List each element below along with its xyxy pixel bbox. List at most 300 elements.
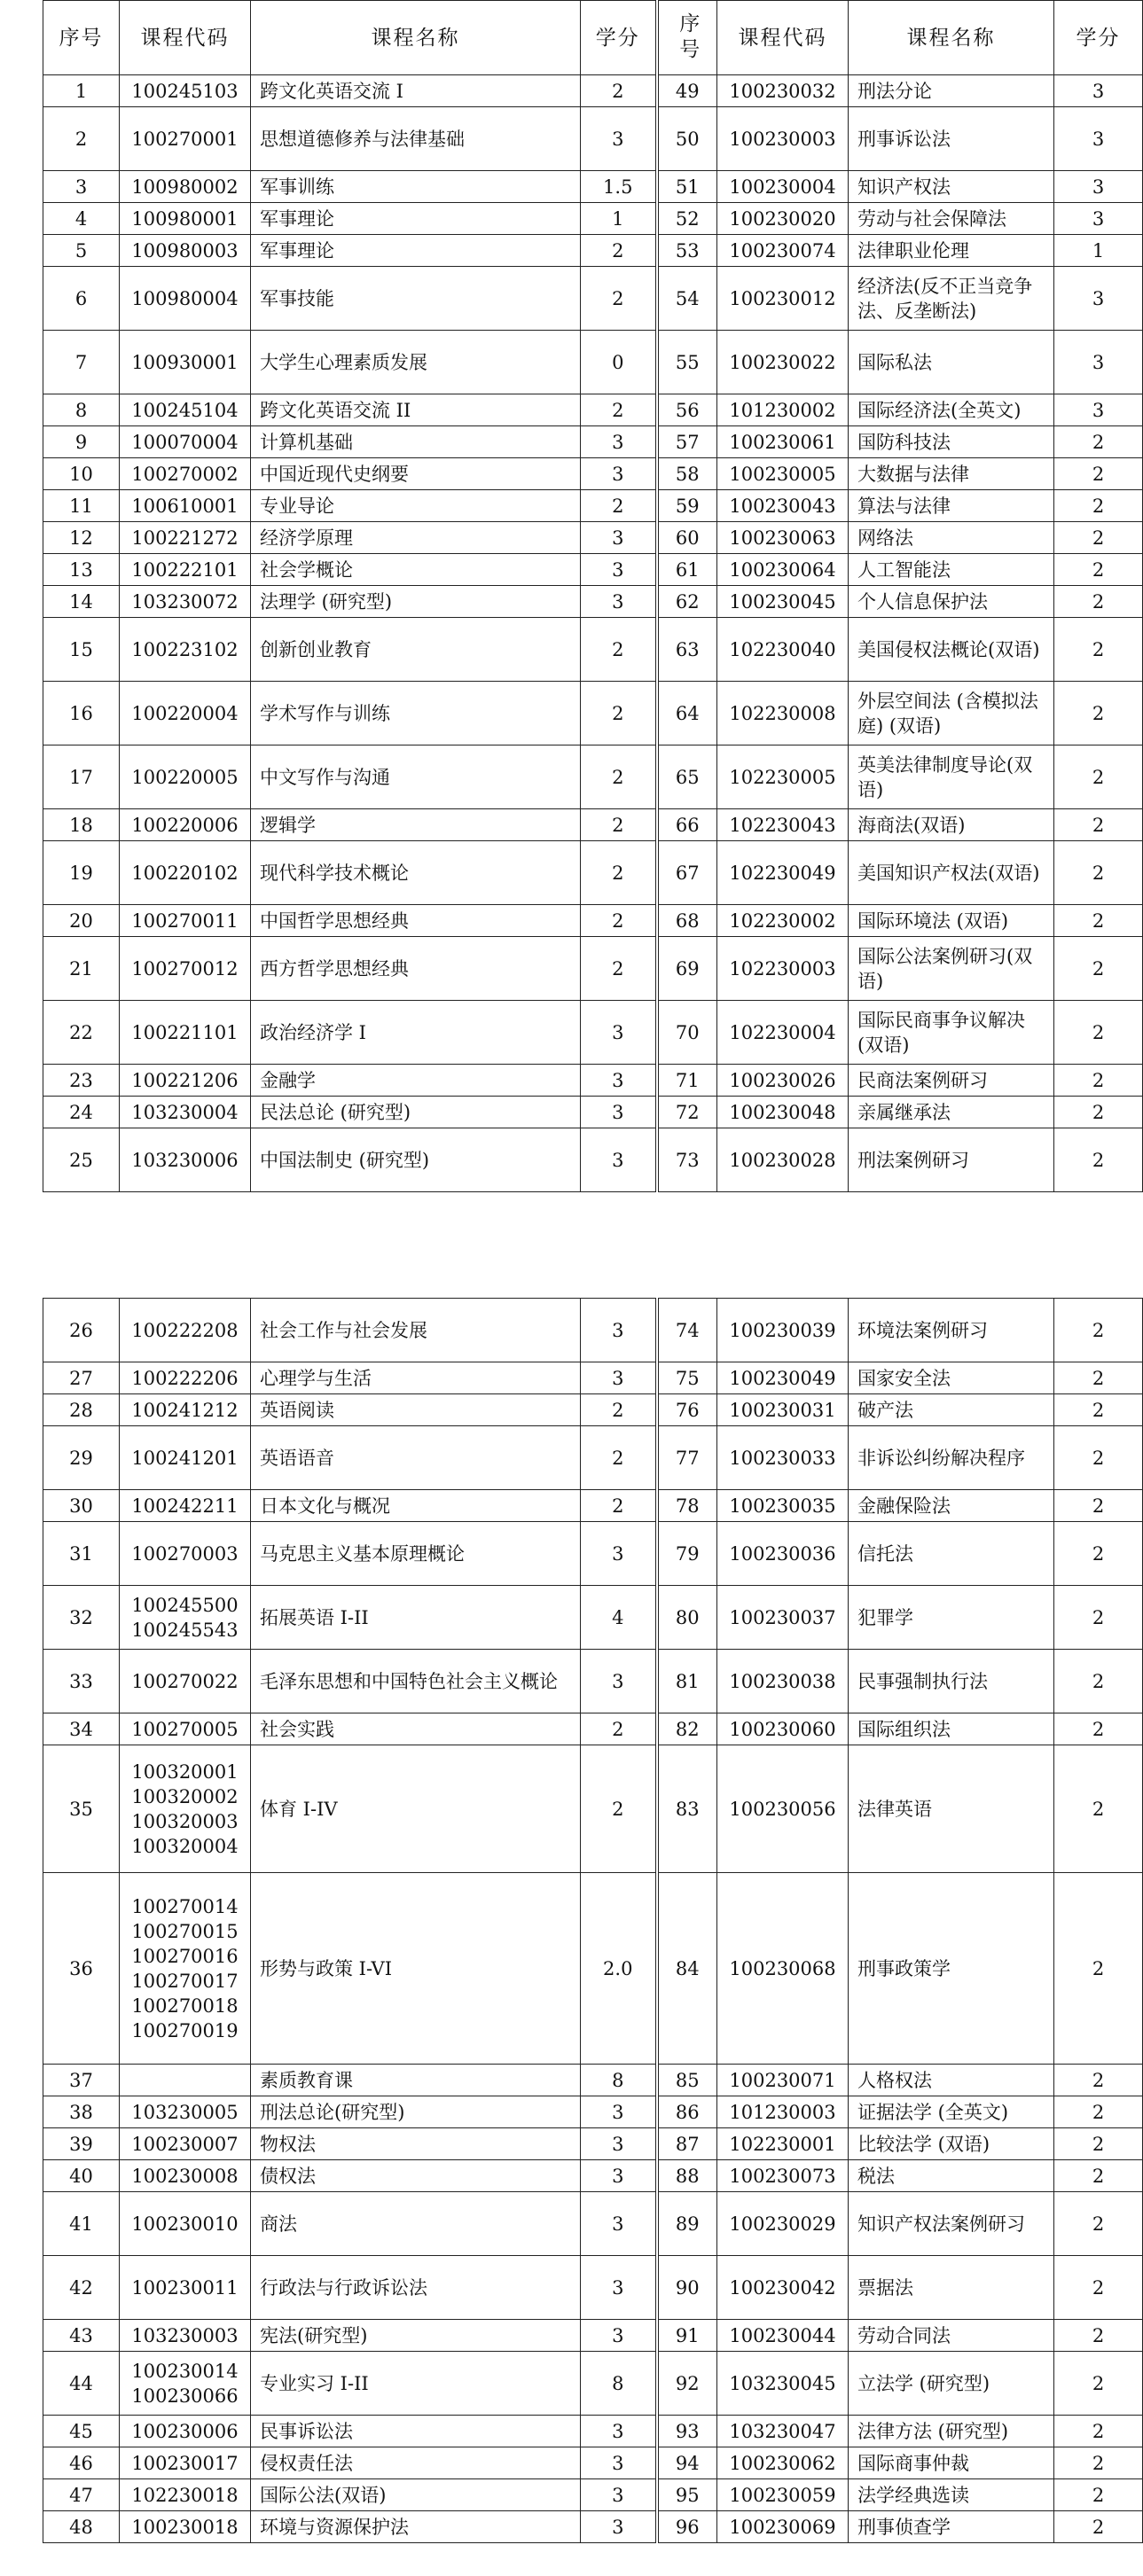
row-no: 44 [43,2352,120,2416]
course-code: 100930001 [120,331,251,394]
course-code: 100222101 [120,554,251,586]
course-code: 100270005 [120,1713,251,1745]
course-name: 行政法与行政诉讼法 [251,2256,581,2320]
table-row [43,171,1143,203]
row-no: 79 [657,1522,717,1586]
credit: 1.5 [581,171,657,203]
credit: 3 [581,1128,657,1192]
course-code: 100222206 [120,1362,251,1394]
course-code: 100241212 [120,1394,251,1426]
credit: 3 [1054,75,1143,107]
course-code: 102230003 [717,937,849,1001]
credit: 2 [1054,2479,1143,2511]
course-name: 英语语音 [251,1426,581,1490]
course-code: 100220004 [120,682,251,745]
credit: 2 [1054,618,1143,682]
course-name: 刑法分论 [849,75,1054,107]
row-no: 96 [657,2511,717,2543]
row-no: 19 [43,841,120,905]
row-no: 24 [43,1097,120,1128]
course-name: 军事理论 [251,235,581,267]
course-name: 网络法 [849,522,1054,554]
course-name: 非诉讼纠纷解决程序 [849,1426,1054,1490]
row-no: 88 [657,2160,717,2192]
row-no: 78 [657,1490,717,1522]
table-row [43,618,1143,682]
credit: 1 [581,203,657,235]
credit: 2 [581,745,657,809]
row-no: 59 [657,490,717,522]
course-name: 外层空间法 (含模拟法庭) (双语) [849,682,1054,745]
credit: 2 [1054,1745,1143,1873]
credit: 3 [581,1065,657,1097]
course-code: 102230049 [717,841,849,905]
table-row [43,2447,1143,2479]
course-table-1 [43,0,1143,1192]
course-code: 100230039 [717,1299,849,1362]
table-row [43,905,1143,937]
table-row [43,1490,1143,1522]
table-row [43,1586,1143,1650]
credit: 2 [1054,2128,1143,2160]
course-name: 环境法案例研习 [849,1299,1054,1362]
row-no: 73 [657,1128,717,1192]
credit: 3 [581,2511,657,2543]
course-code: 100230064 [717,554,849,586]
course-code: 102230008 [717,682,849,745]
course-name: 刑事侦查学 [849,2511,1054,2543]
course-code: 100230044 [717,2320,849,2352]
credit: 3 [581,2479,657,2511]
course-name: 心理学与生活 [251,1362,581,1394]
row-no: 53 [657,235,717,267]
course-code: 100230042 [717,2256,849,2320]
course-name: 政治经济学 I [251,1001,581,1065]
course-name: 美国侵权法概论(双语) [849,618,1054,682]
course-code: 100230011 [120,2256,251,2320]
row-no: 56 [657,394,717,426]
credit: 2 [581,267,657,331]
course-name: 美国知识产权法(双语) [849,841,1054,905]
row-no: 76 [657,1394,717,1426]
course-name: 刑事政策学 [849,1873,1054,2065]
course-code: 100230073 [717,2160,849,2192]
course-code: 100223102 [120,618,251,682]
table-row [43,1394,1143,1426]
credit: 2 [1054,1650,1143,1713]
course-code: 100230017 [120,2447,251,2479]
course-code: 102230005 [717,745,849,809]
row-no: 33 [43,1650,120,1713]
course-name: 军事训练 [251,171,581,203]
course-name: 国际经济法(全英文) [849,394,1054,426]
row-no: 27 [43,1362,120,1394]
row-no: 67 [657,841,717,905]
row-no: 45 [43,2416,120,2447]
course-code: 100230008 [120,2160,251,2192]
course-code: 100980004 [120,267,251,331]
table-row [43,2416,1143,2447]
credit: 2 [1054,1586,1143,1650]
course-name: 西方哲学思想经典 [251,937,581,1001]
credit: 2 [1054,554,1143,586]
table-row [43,1745,1143,1873]
credit: 3 [1054,331,1143,394]
credit: 2 [1054,1299,1143,1362]
credit: 3 [581,107,657,171]
row-no: 8 [43,394,120,426]
table-row [43,2479,1143,2511]
course-name: 金融学 [251,1065,581,1097]
credit: 2 [581,1713,657,1745]
table-row [43,1873,1143,2065]
table-row [43,2192,1143,2256]
row-no: 36 [43,1873,120,2065]
table-row [43,394,1143,426]
course-name: 债权法 [251,2160,581,2192]
header-no: 序号 [43,1,120,75]
row-no: 39 [43,2128,120,2160]
credit: 3 [581,458,657,490]
course-code: 100230032 [717,75,849,107]
course-name: 刑法总论(研究型) [251,2096,581,2128]
course-name: 法律职业伦理 [849,235,1054,267]
course-name: 犯罪学 [849,1586,1054,1650]
course-code: 100222208 [120,1299,251,1362]
course-code: 100230018 [120,2511,251,2543]
row-no: 38 [43,2096,120,2128]
row-no: 15 [43,618,120,682]
course-name: 国际环境法 (双语) [849,905,1054,937]
course-code: 100230026 [717,1065,849,1097]
course-code: 100230059 [717,2479,849,2511]
course-name: 宪法(研究型) [251,2320,581,2352]
course-name: 国家安全法 [849,1362,1054,1394]
course-code: 100230036 [717,1522,849,1586]
course-name: 商法 [251,2192,581,2256]
course-name: 社会实践 [251,1713,581,1745]
course-code: 100220102 [120,841,251,905]
course-name: 国际公法(双语) [251,2479,581,2511]
credit: 2 [1054,1065,1143,1097]
row-no: 70 [657,1001,717,1065]
row-no: 4 [43,203,120,235]
course-code: 100245500 100245543 [120,1586,251,1650]
course-code: 100230031 [717,1394,849,1426]
row-no: 22 [43,1001,120,1065]
row-no: 49 [657,75,717,107]
row-no: 66 [657,809,717,841]
row-no: 90 [657,2256,717,2320]
header-no-2: 序号 [657,1,717,75]
course-code: 100270001 [120,107,251,171]
row-no: 61 [657,554,717,586]
row-no: 37 [43,2065,120,2096]
credit: 2.0 [581,1873,657,2065]
credit: 3 [581,554,657,586]
row-no: 13 [43,554,120,586]
course-name: 国防科技法 [849,426,1054,458]
course-name: 形势与政策 I-VI [251,1873,581,2065]
course-code: 100230069 [717,2511,849,2543]
course-name: 素质教育课 [251,2065,581,2096]
table-row [43,1650,1143,1713]
course-name: 英语阅读 [251,1394,581,1426]
course-name: 体育 I-IV [251,1745,581,1873]
course-name: 军事技能 [251,267,581,331]
course-name: 人格权法 [849,2065,1054,2096]
credit: 2 [1054,1713,1143,1745]
row-no: 30 [43,1490,120,1522]
course-name: 刑法案例研习 [849,1128,1054,1192]
course-code: 100230007 [120,2128,251,2160]
course-code: 100980002 [120,171,251,203]
credit: 3 [581,2160,657,2192]
course-name: 现代科学技术概论 [251,841,581,905]
course-code: 100230062 [717,2447,849,2479]
course-name: 国际组织法 [849,1713,1054,1745]
row-no: 41 [43,2192,120,2256]
credit: 2 [581,1745,657,1873]
row-no: 64 [657,682,717,745]
course-code: 100270011 [120,905,251,937]
course-code: 100610001 [120,490,251,522]
course-code [120,2065,251,2096]
table-row [43,1713,1143,1745]
credit: 2 [1054,2160,1143,2192]
row-no: 57 [657,426,717,458]
course-name: 算法与法律 [849,490,1054,522]
course-code: 100270014 100270015 100270016 100270017 100270018 100270019 [120,1873,251,2065]
course-name: 英美法律制度导论(双语) [849,745,1054,809]
table-row [43,2096,1143,2128]
course-name: 大学生心理素质发展 [251,331,581,394]
course-code: 100230033 [717,1426,849,1490]
course-name: 大数据与法律 [849,458,1054,490]
row-no: 94 [657,2447,717,2479]
course-code: 100241201 [120,1426,251,1490]
course-name: 专业导论 [251,490,581,522]
course-code: 100230045 [717,586,849,618]
row-no: 71 [657,1065,717,1097]
row-no: 40 [43,2160,120,2192]
credit: 2 [1054,2065,1143,2096]
course-code: 100230012 [717,267,849,331]
course-code: 100220005 [120,745,251,809]
row-no: 60 [657,522,717,554]
row-no: 52 [657,203,717,235]
row-no: 18 [43,809,120,841]
table-row [43,107,1143,171]
credit: 2 [1054,1097,1143,1128]
course-code: 100230063 [717,522,849,554]
credit: 3 [581,2447,657,2479]
course-name: 经济法(反不正当竞争法、反垄断法) [849,267,1054,331]
course-name: 社会学概论 [251,554,581,586]
row-no: 95 [657,2479,717,2511]
table-row [43,458,1143,490]
course-code: 101230003 [717,2096,849,2128]
row-no: 77 [657,1426,717,1490]
credit: 3 [581,1001,657,1065]
row-no: 63 [657,618,717,682]
course-code: 100230010 [120,2192,251,2256]
credit: 2 [581,841,657,905]
header-code: 课程代码 [120,1,251,75]
credit: 2 [1054,2096,1143,2128]
course-name: 劳动与社会保障法 [849,203,1054,235]
course-name: 亲属继承法 [849,1097,1054,1128]
course-code: 100230014 100230066 [120,2352,251,2416]
course-name: 军事理论 [251,203,581,235]
table-row [43,841,1143,905]
table-row [43,2320,1143,2352]
course-name: 法学经典选读 [849,2479,1054,2511]
course-code: 102230043 [717,809,849,841]
course-code: 100980001 [120,203,251,235]
course-code: 100230003 [717,107,849,171]
credit: 2 [581,394,657,426]
row-no: 83 [657,1745,717,1873]
course-code: 100230074 [717,235,849,267]
credit: 0 [581,331,657,394]
course-name: 国际商事仲裁 [849,2447,1054,2479]
credit: 2 [1054,1394,1143,1426]
table-row [43,1097,1143,1128]
table-row [43,1362,1143,1394]
course-name: 物权法 [251,2128,581,2160]
row-no: 85 [657,2065,717,2096]
course-code: 100270003 [120,1522,251,1586]
credit: 3 [1054,394,1143,426]
course-code: 103230006 [120,1128,251,1192]
course-code: 100980003 [120,235,251,267]
credit: 3 [581,2096,657,2128]
course-name: 金融保险法 [849,1490,1054,1522]
course-code: 103230005 [120,2096,251,2128]
table-row [43,937,1143,1001]
course-code: 100320001 100320002 100320003 100320004 [120,1745,251,1873]
table-row [43,75,1143,107]
course-name: 刑事诉讼法 [849,107,1054,171]
table-row [43,2352,1143,2416]
row-no: 25 [43,1128,120,1192]
course-code: 100242211 [120,1490,251,1522]
row-no: 48 [43,2511,120,2543]
course-name: 中国法制史 (研究型) [251,1128,581,1192]
table-row [43,2065,1143,2096]
row-no: 26 [43,1299,120,1362]
credit: 2 [1054,2416,1143,2447]
credit: 2 [1054,522,1143,554]
course-name: 日本文化与概况 [251,1490,581,1522]
course-code: 100230020 [717,203,849,235]
row-no: 84 [657,1873,717,2065]
table-row [43,522,1143,554]
row-no: 20 [43,905,120,937]
course-name: 个人信息保护法 [849,586,1054,618]
course-code: 100230038 [717,1650,849,1713]
row-no: 58 [657,458,717,490]
course-name: 拓展英语 I-II [251,1586,581,1650]
header-credit: 学分 [581,1,657,75]
course-name: 专业实习 I-II [251,2352,581,2416]
credit: 2 [581,682,657,745]
credit: 3 [581,1522,657,1586]
course-name: 票据法 [849,2256,1054,2320]
course-name: 创新创业教育 [251,618,581,682]
credit: 3 [1054,267,1143,331]
credit: 3 [581,522,657,554]
row-no: 74 [657,1299,717,1362]
course-name: 国际公法案例研习(双语) [849,937,1054,1001]
course-name: 比较法学 (双语) [849,2128,1054,2160]
table-row [43,331,1143,394]
row-no: 14 [43,586,120,618]
course-name: 经济学原理 [251,522,581,554]
course-name: 证据法学 (全英文) [849,2096,1054,2128]
row-no: 87 [657,2128,717,2160]
course-code: 103230047 [717,2416,849,2447]
row-no: 12 [43,522,120,554]
course-name: 国际私法 [849,331,1054,394]
row-no: 86 [657,2096,717,2128]
credit: 2 [1054,1490,1143,1522]
credit: 2 [1054,1362,1143,1394]
credit: 2 [581,905,657,937]
course-code: 102230040 [717,618,849,682]
table-row [43,1001,1143,1065]
row-no: 28 [43,1394,120,1426]
course-code: 100221101 [120,1001,251,1065]
row-no: 69 [657,937,717,1001]
row-no: 91 [657,2320,717,2352]
row-no: 89 [657,2192,717,2256]
row-no: 1 [43,75,120,107]
course-code: 100230049 [717,1362,849,1394]
credit: 2 [1054,1873,1143,2065]
credit: 2 [1054,809,1143,841]
course-code: 100270002 [120,458,251,490]
credit: 3 [581,2320,657,2352]
course-name: 破产法 [849,1394,1054,1426]
row-no: 68 [657,905,717,937]
table-row [43,809,1143,841]
course-name: 人工智能法 [849,554,1054,586]
credit: 2 [1054,2256,1143,2320]
course-name: 税法 [849,2160,1054,2192]
header-name-2: 课程名称 [849,1,1054,75]
course-table-2 [43,1298,1143,2543]
row-no: 34 [43,1713,120,1745]
row-no: 51 [657,171,717,203]
credit: 3 [581,1650,657,1713]
course-code: 100270012 [120,937,251,1001]
course-code: 100230071 [717,2065,849,2096]
table-row [43,1522,1143,1586]
row-no: 5 [43,235,120,267]
row-no: 82 [657,1713,717,1745]
credit: 1 [1054,235,1143,267]
row-no: 16 [43,682,120,745]
table-row [43,267,1143,331]
table-row [43,235,1143,267]
course-code: 100230006 [120,2416,251,2447]
course-code: 100230043 [717,490,849,522]
credit: 2 [1054,745,1143,809]
course-name: 跨文化英语交流 II [251,394,581,426]
course-code: 100230068 [717,1873,849,2065]
